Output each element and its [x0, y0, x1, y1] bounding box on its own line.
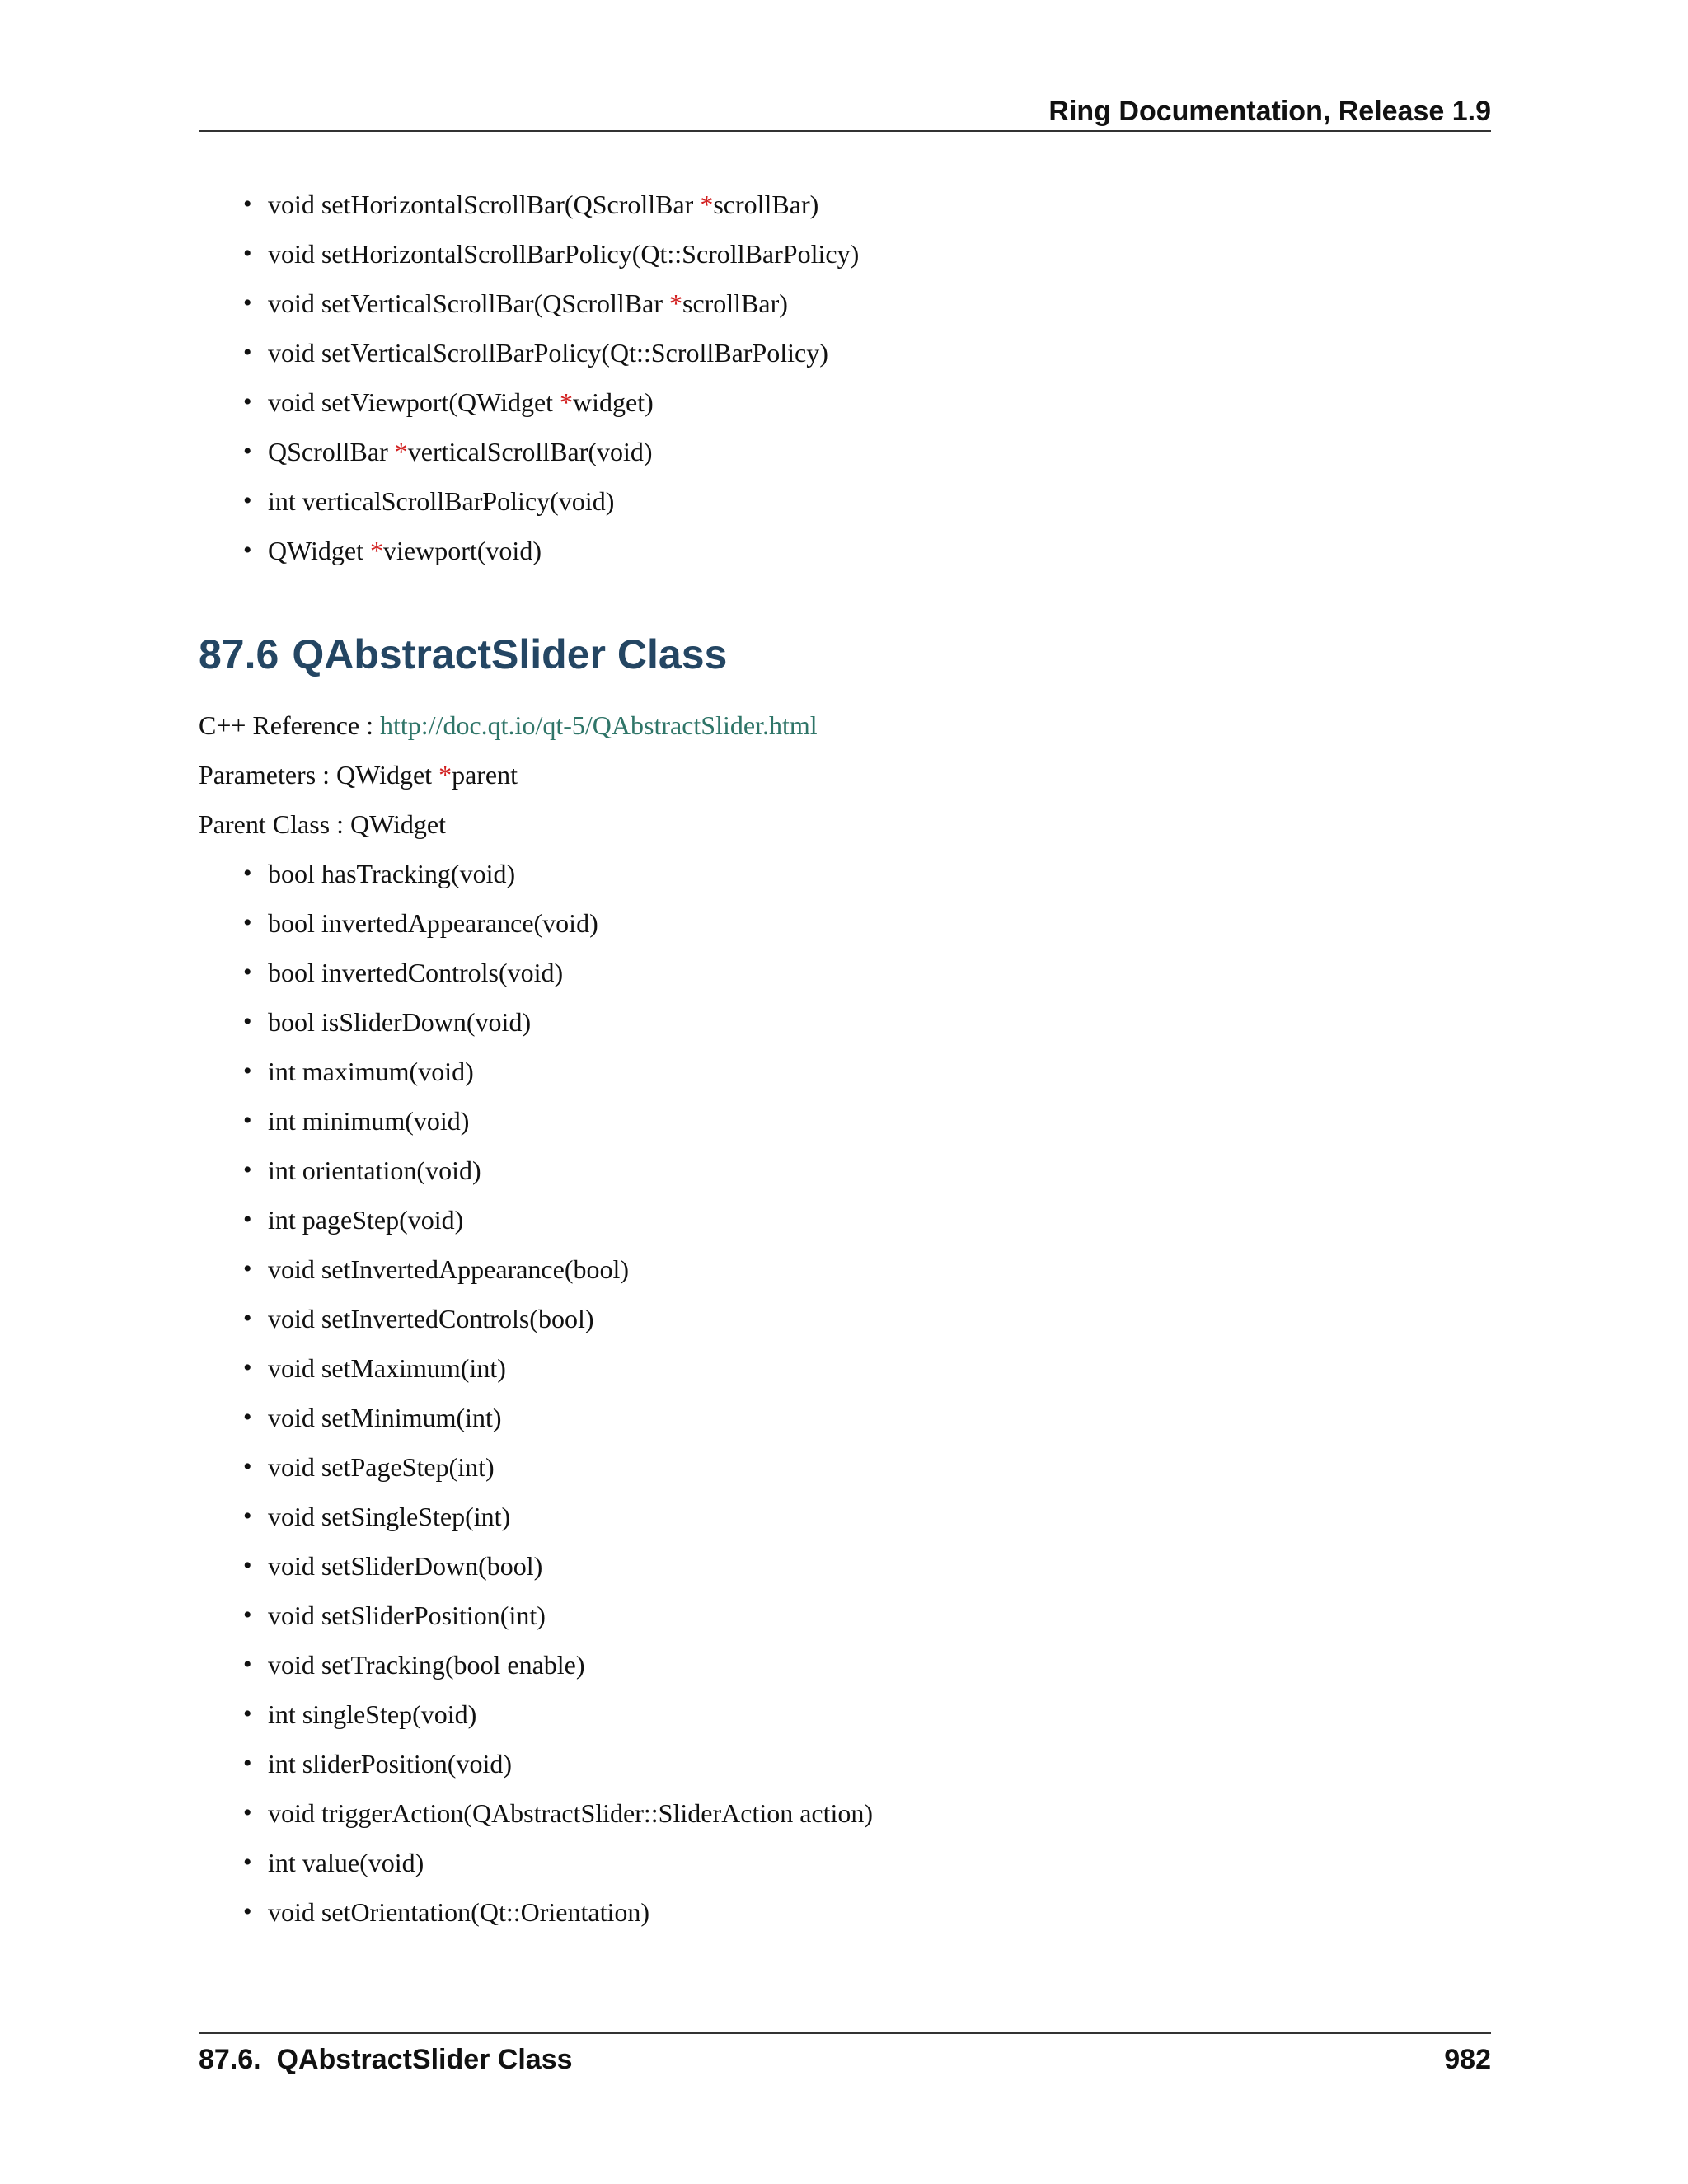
page-footer: [199, 2032, 1491, 2083]
list-item: • bool invertedControls(void): [268, 958, 1491, 1007]
list-item: • void setSliderPosition(int): [268, 1601, 1491, 1650]
section-heading: [199, 585, 1491, 710]
list-item: • int value(void): [268, 1848, 1491, 1897]
list-item: • void setOrientation(Qt::Orientation): [268, 1897, 1491, 1947]
list-item: • QWidget *viewport(void): [268, 536, 1491, 585]
document-title: Ring Documentation, Release 1.9: [1048, 96, 1491, 127]
previous-method-list: [199, 190, 1491, 585]
list-item: • void setHorizontalScrollBarPolicy(Qt::ScrollBarPolicy): [268, 239, 1491, 288]
list-item: • bool isSliderDown(void): [268, 1007, 1491, 1057]
parent-class: Parent Class : QWidget: [199, 809, 446, 839]
cpp-reference: C++ Reference : http://doc.qt.io/qt-5/QAbstractSlider.html: [199, 710, 818, 740]
reference-link[interactable]: http://doc.qt.io/qt-5/QAbstractSlider.html: [380, 710, 818, 740]
list-item: • void setPageStep(int): [268, 1452, 1491, 1502]
list-item: • bool hasTracking(void): [268, 859, 1491, 908]
list-item: • int sliderPosition(void): [268, 1749, 1491, 1798]
parameters: Parameters : QWidget *parent: [199, 760, 518, 790]
list-item: • void setSingleStep(int): [268, 1502, 1491, 1551]
list-item: • void setSliderDown(bool): [268, 1551, 1491, 1601]
list-item: • void setMaximum(int): [268, 1353, 1491, 1403]
list-item: • void setVerticalScrollBar(QScrollBar *scrollBar): [268, 288, 1491, 338]
list-item: • int maximum(void): [268, 1057, 1491, 1106]
section-title: QAbstractSlider Class: [292, 631, 728, 677]
list-item: • void setInvertedControls(bool): [268, 1304, 1491, 1353]
list-item: • QScrollBar *verticalScrollBar(void): [268, 437, 1491, 486]
method-list: [199, 859, 1491, 1947]
footer-section-label: 87.6. QAbstractSlider Class: [199, 2044, 573, 2075]
list-item: • void setMinimum(int): [268, 1403, 1491, 1452]
list-item: • void setHorizontalScrollBar(QScrollBar *scrollBar): [268, 190, 1491, 239]
list-item: • int pageStep(void): [268, 1205, 1491, 1254]
list-item: • int verticalScrollBarPolicy(void): [268, 486, 1491, 536]
section-number: 87.6: [199, 631, 279, 677]
page-number: 982: [1444, 2044, 1491, 2075]
list-item: • void setViewport(QWidget *widget): [268, 387, 1491, 437]
list-item: • void triggerAction(QAbstractSlider::SliderAction action): [268, 1798, 1491, 1848]
page-header: [199, 92, 1491, 132]
list-item: • int orientation(void): [268, 1155, 1491, 1205]
list-item: • int singleStep(void): [268, 1699, 1491, 1749]
list-item: • void setVerticalScrollBarPolicy(Qt::ScrollBarPolicy): [268, 338, 1491, 387]
list-item: • bool invertedAppearance(void): [268, 908, 1491, 958]
list-item: • void setTracking(bool enable): [268, 1650, 1491, 1699]
list-item: • void setInvertedAppearance(bool): [268, 1254, 1491, 1304]
page-content: [199, 190, 1491, 1947]
list-item: • int minimum(void): [268, 1106, 1491, 1155]
